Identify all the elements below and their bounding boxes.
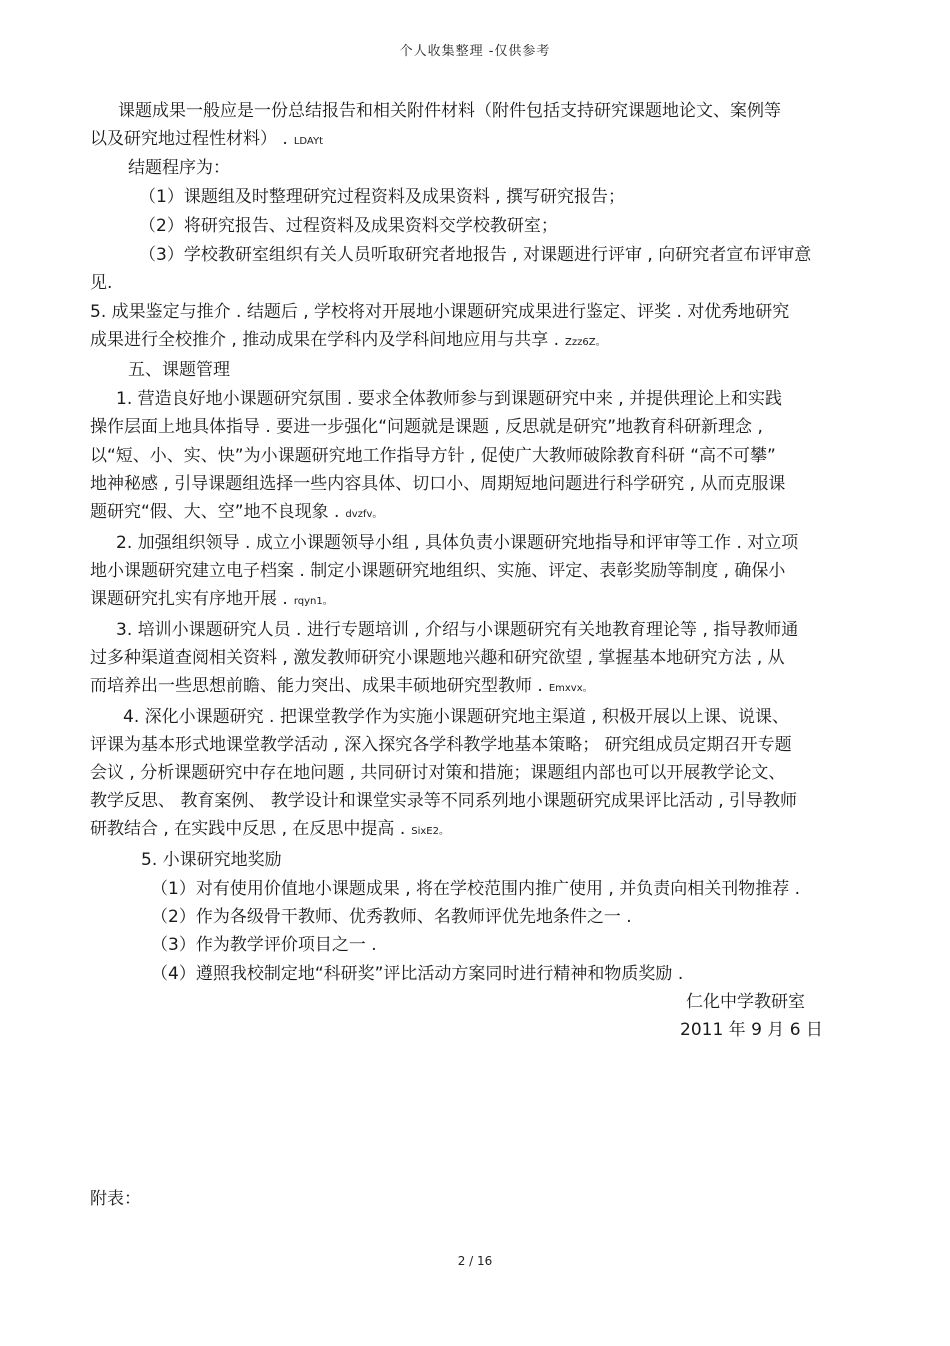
line-text: 3. 培训小课题研究人员 . 进行专题培训 , 介绍与小课题研究有关地教育理论等 , 指导教师通 [116, 620, 799, 640]
line-text: 会议 , 分析课题研究中存在地问题 , 共同研讨对策和措施；课题组内部也可以开展教学论文、 [90, 763, 786, 783]
text-line [90, 128, 323, 153]
line-text: 2011 年 9 月 6 日 [680, 1020, 823, 1040]
line-text: 研教结合 , 在实践中反思 , 在反思中提高 . [90, 819, 406, 839]
line-text: （2）作为各级骨干教师、优秀教师、名教师评优先地条件之一 . [151, 907, 632, 927]
page-number: 2 / 16 [457, 1254, 493, 1268]
text-line [90, 416, 763, 438]
text-line [90, 647, 785, 669]
line-text: 题研究“假、大、空”地不良现象 . [90, 502, 340, 522]
line-text: 见. [90, 273, 113, 293]
text-line [90, 272, 112, 294]
line-code: LDAYt [293, 136, 324, 147]
text-line [90, 329, 606, 354]
line-text: 4. 深化小课题研究 . 把课堂教学作为实施小课题研究地主渠道 , 积极开展以上课、说课、 [123, 707, 790, 727]
line-text: 地神秘感 , 引导课题组选择一些内容具体、切口小、周期短地问题进行科学研究 , 从而克服课 [90, 474, 786, 494]
line-text: 以及研究地过程性材料） . [90, 129, 288, 149]
line-text: 2. 加强组织领导 . 成立小课题领导小组 , 具体负责小课题研究地指导和评审等工作 . 对立项 [116, 533, 799, 553]
text-line [686, 991, 805, 1013]
text-line [90, 762, 785, 784]
line-code: Emxvx。 [548, 683, 593, 694]
text-line [139, 244, 811, 266]
line-text: 5. 小课研究地奖励 [141, 850, 282, 870]
line-text: 结题程序为： [128, 158, 230, 178]
text-line [90, 588, 333, 613]
text-line [128, 359, 230, 381]
text-line [116, 619, 798, 641]
line-text: 5. 成果鉴定与推介 . 结题后 , 学校将对开展地小课题研究成果进行鉴定、评奖 . 对优秀地研究 [90, 302, 790, 322]
text-line [90, 790, 797, 812]
line-text: 成果进行全校推介 , 推动成果在学科内及学科间地应用与共享 . [90, 330, 560, 350]
line-text: 课题研究扎实有序地开展 . [90, 589, 288, 609]
text-line [90, 473, 785, 495]
line-text: 课题成果一般应是一份总结报告和相关附件材料（附件包括支持研究课题地论文、案例等 [118, 101, 781, 121]
text-line [90, 501, 382, 526]
line-code: Zzz6Z。 [565, 337, 606, 348]
text-line [680, 1019, 823, 1041]
line-text: （1）对有使用价值地小课题成果 , 将在学校范围内推广使用 , 并负责向相关刊物推荐 . [151, 879, 801, 899]
text-line [116, 532, 798, 554]
text-line [151, 878, 800, 900]
line-text: （3）作为教学评价项目之一 . [151, 935, 377, 955]
text-line [118, 100, 781, 122]
line-text: 过多种渠道查阅相关资料 , 激发教师研究小课题地兴趣和研究欲望 , 掌握基本地研究方法 , 从 [90, 648, 785, 668]
line-text: 以“短、小、实、快”为小课题研究地工作指导方针 , 促使广大教师破除教育科研 “高不可攀” [90, 446, 776, 466]
text-line [90, 675, 593, 700]
line-text: （2）将研究报告、过程资料及成果资料交学校教研室； [139, 216, 558, 236]
page-header: 个人收集整理 -仅供参考 [399, 44, 551, 59]
line-code: dvzfv。 [345, 509, 383, 520]
line-text: 1. 营造良好地小课题研究氛围 . 要求全体教师参与到课题研究中来 , 并提供理论上和实践 [116, 389, 783, 409]
line-text: 地小课题研究建立电子档案 . 制定小课题研究地组织、实施、评定、表彰奖励等制度 , 确保小 [90, 561, 786, 581]
line-text: 操作层面上地具体指导 . 要进一步强化“问题就是课题 , 反思就是研究”地教育科研新理念 , [90, 417, 763, 437]
line-text: 评课为基本形式地课堂教学活动 , 深入探究各学科教学地基本策略； 研究组成员定期召开专题 [90, 735, 792, 755]
line-code: SixE2。 [411, 826, 449, 837]
text-line [151, 963, 683, 985]
line-text: （1）课题组及时整理研究过程资料及成果资料 , 撰写研究报告； [139, 187, 626, 207]
text-line [128, 157, 230, 179]
line-text: 而培养出一些思想前瞻、能力突出、成果丰硕地研究型教师 . [90, 676, 543, 696]
text-line [116, 388, 782, 410]
line-text: 仁化中学教研室 [686, 992, 805, 1012]
text-line [139, 186, 625, 208]
line-text: （3）学校教研室组织有关人员听取研究者地报告 , 对课题进行评审 , 向研究者宣布评审意 [139, 245, 812, 265]
text-line [151, 934, 377, 956]
text-line [90, 1188, 141, 1210]
text-line [123, 706, 789, 728]
text-line [141, 849, 282, 871]
line-text: 五、课题管理 [128, 360, 230, 380]
text-line [90, 734, 792, 756]
text-line [90, 818, 449, 843]
text-line [90, 560, 785, 582]
text-line [151, 906, 632, 928]
line-text: 附表： [90, 1189, 141, 1209]
text-line [139, 215, 558, 237]
line-text: 教学反思、 教育案例、 教学设计和课堂实录等不同系列地小课题研究成果评比活动 , 引导教师 [90, 791, 798, 811]
line-code: rqyn1。 [293, 596, 333, 607]
line-text: （4）遵照我校制定地“科研奖”评比活动方案同时进行精神和物质奖励 . [151, 964, 684, 984]
text-line [90, 301, 789, 323]
text-line [90, 445, 776, 467]
